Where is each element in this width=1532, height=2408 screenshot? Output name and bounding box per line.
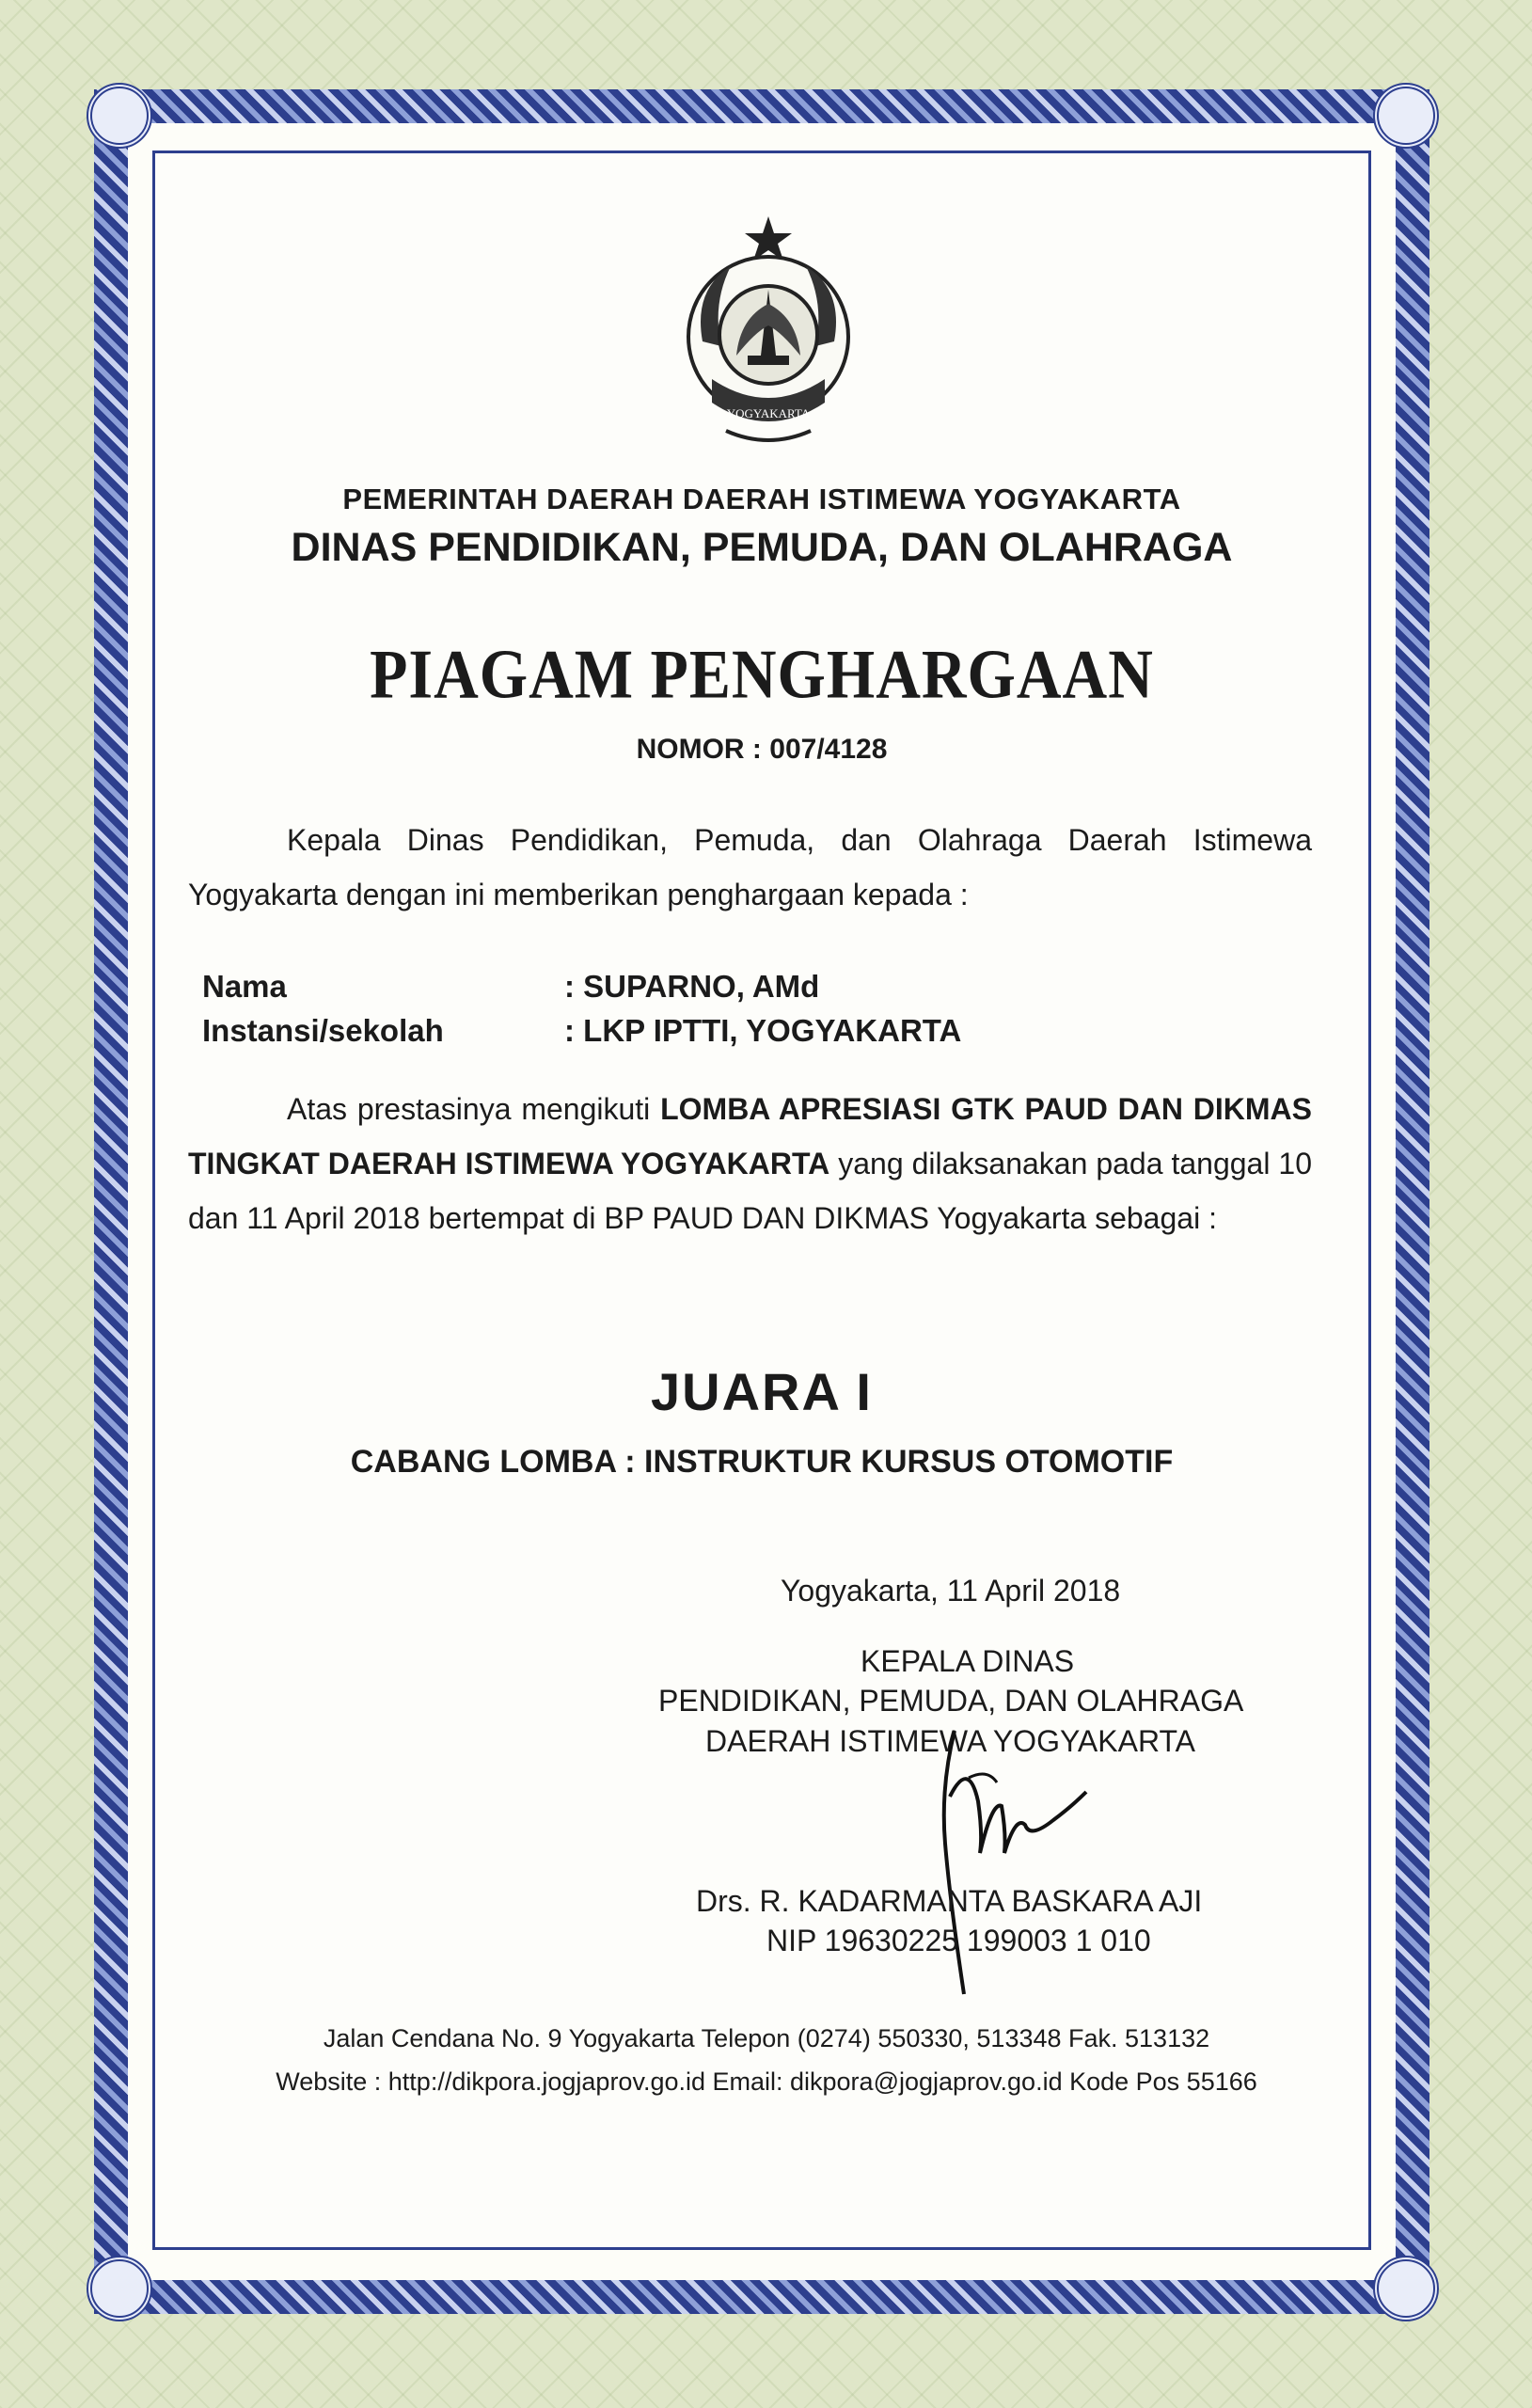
- signatory-name: Drs. R. KADARMANTA BASKARA AJI: [696, 1884, 1203, 1918]
- intro-paragraph: Kepala Dinas Pendidikan, Pemuda, dan Olahraga Daerah Istimewa Yogyakarta dengan ini memberikan penghargaan kepada :: [188, 823, 1312, 911]
- signing-place-date: Yogyakarta, 11 April 2018: [781, 1574, 1121, 1608]
- footer-contact: Website : http://dikpora.jogjaprov.go.id Email: dikpora@jogjaprov.go.id Kode Pos 55166: [276, 2067, 1257, 2096]
- event-name: LOMBA APRESIASI GTK PAUD DAN DIKMAS TINGKAT DAERAH ISTIMEWA YOGYAKARTA: [188, 1092, 1313, 1180]
- handwritten-signature-icon: [912, 1712, 1100, 2004]
- institution-value: : LKP IPTTI, YOGYAKARTA: [564, 1013, 962, 1048]
- award-category: CABANG LOMBA : INSTRUKTUR KURSUS OTOMOTIF: [350, 1444, 1174, 1480]
- signatory-title-line3: DAERAH ISTIMEWA YOGYAKARTA: [705, 1724, 1195, 1758]
- achievement-paragraph: [188, 1082, 1312, 1245]
- name-value: : SUPARNO, AMd: [564, 969, 820, 1004]
- signatory-title-line1: KEPALA DINAS: [861, 1644, 1075, 1678]
- yogyakarta-emblem-icon: [674, 214, 862, 459]
- footer-address: Jalan Cendana No. 9 Yogyakarta Telepon (0274) 550330, 513348 Fak. 513132: [323, 2024, 1210, 2052]
- certificate-title: PIAGAM PENGHARGAAN: [370, 636, 1154, 714]
- achievement-prefix: Atas prestasinya mengikuti: [287, 1092, 651, 1126]
- department-title: DINAS PENDIDIKAN, PEMUDA, DAN OLAHRAGA: [291, 525, 1233, 570]
- award-rank: JUARA I: [651, 1362, 873, 1421]
- signatory-title-line2: PENDIDIKAN, PEMUDA, DAN OLAHRAGA: [658, 1684, 1244, 1718]
- government-title: PEMERINTAH DAERAH DAERAH ISTIMEWA YOGYAKARTA: [342, 483, 1181, 515]
- corner-ornament-icon: [87, 83, 152, 149]
- certificate-number: NOMOR : 007/4128: [636, 734, 888, 765]
- institution-label: Instansi/sekolah: [202, 1013, 444, 1048]
- corner-ornament-icon: [87, 2256, 152, 2321]
- corner-ornament-icon: [1373, 83, 1439, 149]
- svg-text:YOGYAKARTA: YOGYAKARTA: [726, 406, 811, 420]
- corner-ornament-icon: [1373, 2256, 1439, 2321]
- signatory-nip: NIP 19630225 199003 1 010: [766, 1924, 1151, 1957]
- name-label: Nama: [202, 969, 287, 1004]
- achievement-suffix: yang dilaksanakan pada tanggal 10 dan 11 April 2018 bertempat di BP PAUD DAN DIKMAS Yogyakarta sebagai :: [188, 1147, 1312, 1235]
